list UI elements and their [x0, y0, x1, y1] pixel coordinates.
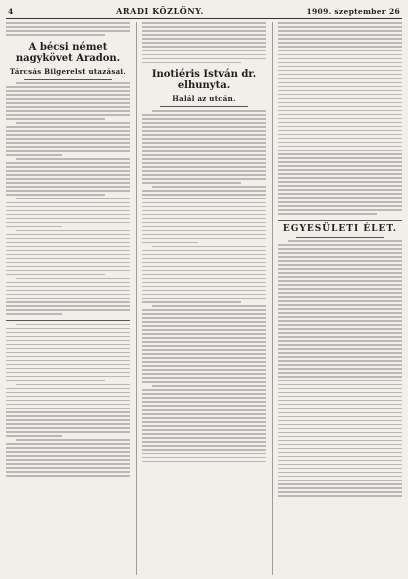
article-subheading: Tárcsás Bilgerelst utazásai. — [9, 66, 127, 76]
article-heading: Inotiéris István dr. elhunyta. — [151, 69, 257, 92]
page-number: 4 — [8, 6, 14, 16]
body-text-block — [142, 22, 266, 63]
body-text-block — [278, 22, 402, 215]
column-1 — [6, 22, 130, 575]
column-3 — [272, 22, 402, 575]
body-text-block — [6, 22, 130, 36]
newspaper-page — [6, 4, 402, 575]
body-text-block — [6, 82, 130, 315]
article-subheading: Halál az utcán. — [172, 94, 236, 104]
newspaper-title: ARADI KÖZLÖNY. — [116, 6, 204, 16]
masthead — [6, 4, 402, 19]
body-text-block — [278, 240, 402, 497]
section-heading: EGYESÜLETI ÉLET. — [282, 223, 398, 234]
column-2 — [136, 22, 266, 575]
columns — [6, 22, 402, 575]
body-text-block — [142, 110, 266, 462]
article-heading: A bécsi német nagykövet Aradon. — [15, 41, 121, 64]
body-text-block — [6, 324, 130, 477]
issue-date: 1909. szeptember 26 — [306, 6, 400, 16]
